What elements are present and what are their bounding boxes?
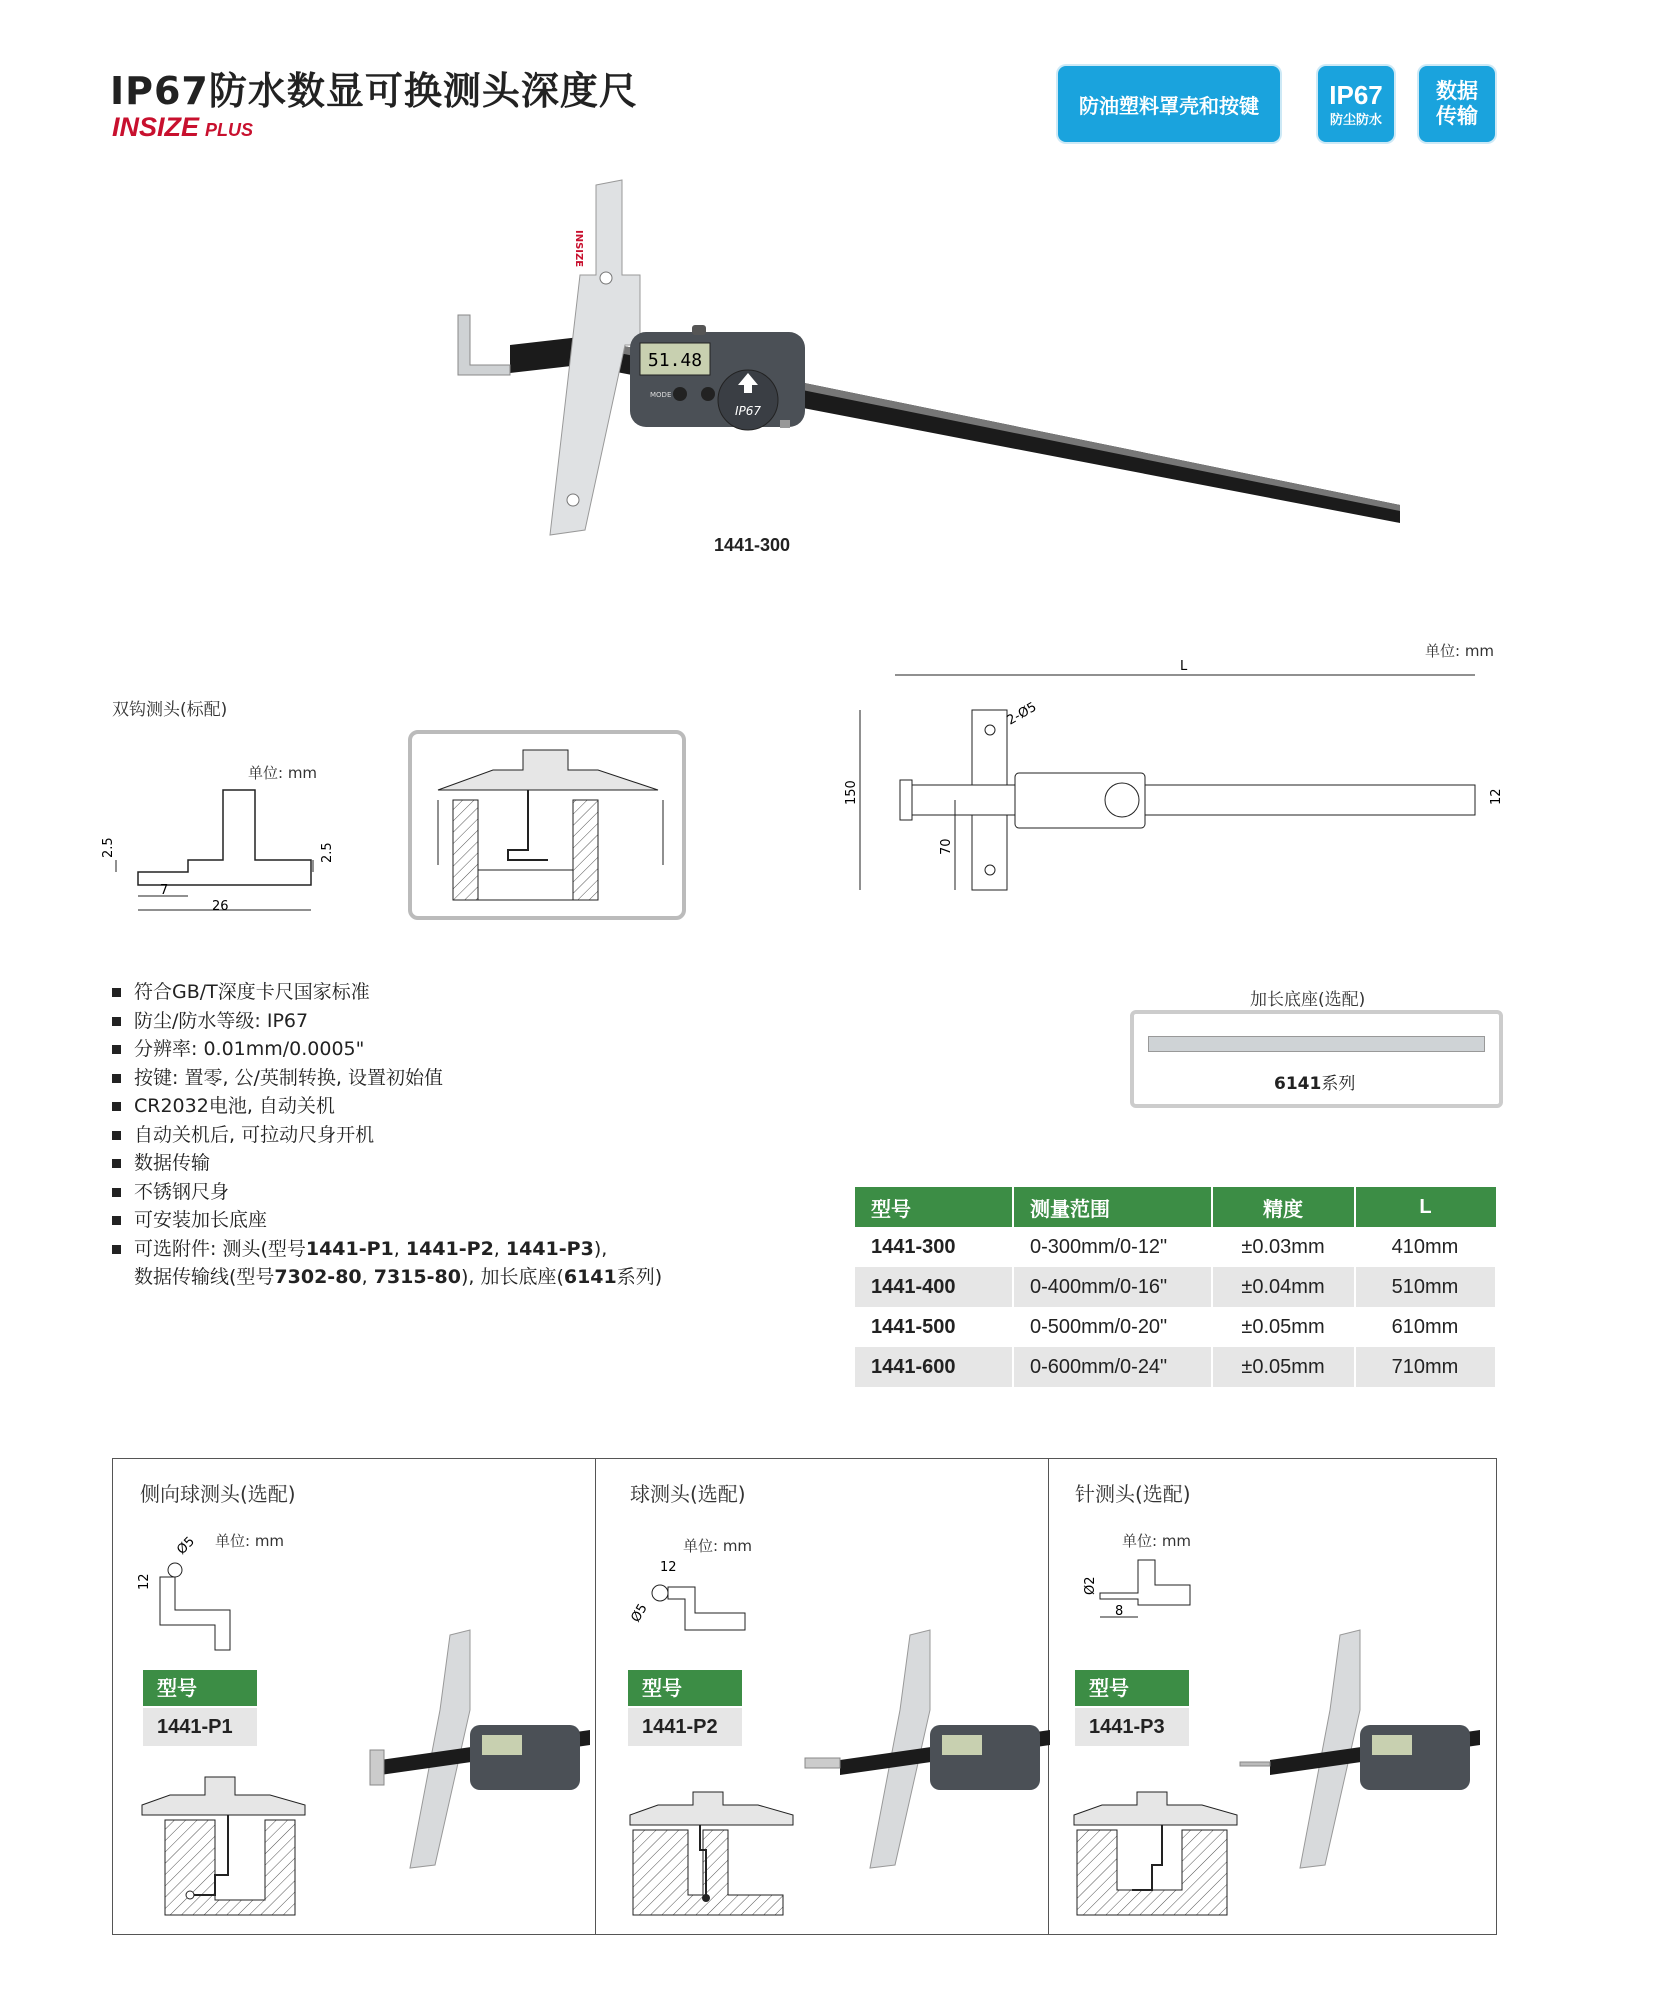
photo-body [470, 1725, 580, 1790]
col-header-accuracy: 精度 [1212, 1187, 1355, 1227]
panel-2-dim-a: 12 [660, 1560, 677, 1575]
dim-12-label: 12 [1489, 788, 1504, 805]
panel-2-dim-b: Ø5 [628, 1601, 651, 1625]
brand-name: INSIZE [112, 112, 200, 142]
panel-1-photo [360, 1630, 590, 1870]
product-hook [458, 315, 510, 375]
brand-plus: PLUS [205, 120, 254, 140]
badge-data-top: 数据 [1436, 79, 1478, 103]
extended-base-caption: 加长底座(选配) [1250, 990, 1366, 1010]
panel-1-model: 1441-P1 [143, 1708, 257, 1746]
panel-2-model: 1441-P2 [628, 1708, 742, 1746]
extended-base-series: 系列 [1321, 1074, 1356, 1094]
panel-2-usage [628, 1790, 798, 1920]
col-header-model: 型号 [855, 1187, 1013, 1227]
dim-d-label: 26 [212, 899, 229, 914]
photo-probe [1240, 1762, 1270, 1766]
cell-length: 410mm [1355, 1227, 1496, 1267]
cell-model: 1441-300 [855, 1227, 1013, 1267]
dim-70-label: 70 [939, 838, 954, 855]
cell-range: 0-600mm/0-24" [1013, 1347, 1212, 1387]
gauge-clip [780, 420, 790, 428]
photo-body [1360, 1725, 1470, 1790]
probe-shape [668, 1587, 745, 1630]
double-hook-unit: 单位: mm [248, 764, 318, 782]
base-hole [567, 494, 579, 506]
panel-2-model-header: 型号 [628, 1670, 742, 1706]
workpiece-right [573, 800, 598, 900]
main-drawing [840, 655, 1520, 955]
feature-item: 防尘/防水等级: IP67 [112, 1007, 662, 1036]
probe-line [1132, 1825, 1162, 1890]
panel-2-photo [800, 1630, 1050, 1870]
col-header-range: 测量范围 [1013, 1187, 1212, 1227]
feature-item: 按键: 置零, 公/英制转换, 设置初始值 [112, 1064, 662, 1093]
badge-ip67-sub: 防尘防水 [1329, 112, 1382, 128]
photo-lcd [1372, 1735, 1412, 1755]
base-brand-mark: INSIZE [573, 230, 584, 268]
specs-table [855, 1187, 1497, 1387]
page-title: IP67防水数显可换测头深度尺 [110, 69, 638, 113]
extended-base-label [1274, 1069, 1355, 1094]
panel-3-usage [1072, 1790, 1242, 1920]
feature-item: 可安装加长底座 [112, 1206, 662, 1235]
mode-button[interactable] [673, 387, 687, 401]
panel-1-title: 侧向球测头(选配) [140, 1482, 296, 1506]
dim-a-label: 2.5 [101, 837, 116, 858]
feature-list [112, 978, 662, 1292]
photo-probe [805, 1758, 840, 1768]
col-header-L: L [1355, 1187, 1496, 1227]
table-row [855, 1267, 1496, 1307]
ball-tip [186, 1891, 194, 1899]
panel-1-unit: 单位: mm [215, 1532, 285, 1550]
onoff-button[interactable] [701, 387, 715, 401]
base-silhouette [142, 1777, 305, 1815]
double-hook-shape [138, 790, 311, 885]
cell-model: 1441-500 [855, 1307, 1013, 1347]
feature-item: 自动关机后, 可拉动尺身开机 [112, 1121, 662, 1150]
extended-base-number: 6141 [1274, 1074, 1322, 1094]
panel-3-model: 1441-P3 [1075, 1708, 1189, 1746]
double-hook-caption: 双钩测头(标配) [112, 700, 228, 720]
base-hole [600, 272, 612, 284]
extended-base-bar [1148, 1036, 1485, 1052]
dim-c-label: 7 [160, 883, 169, 898]
photo-lcd [482, 1735, 522, 1755]
panel-1-probe-drawing [137, 1530, 240, 1650]
panel-divider [595, 1459, 596, 1934]
panel-1-dim-a: Ø5 [174, 1534, 198, 1558]
badge-ip67 [1318, 66, 1394, 142]
workpiece [633, 1830, 783, 1915]
panel-3-photo [1230, 1630, 1480, 1870]
base-silhouette [630, 1792, 793, 1825]
feature-item: 数据传输 [112, 1149, 662, 1178]
panel-3-unit: 单位: mm [1122, 1532, 1192, 1550]
table-row [855, 1227, 1496, 1267]
dim-L-label: L [1180, 659, 1188, 674]
cell-range: 0-400mm/0-16" [1013, 1267, 1212, 1307]
photo-probe [370, 1750, 384, 1785]
cell-accuracy: ±0.03mm [1212, 1227, 1355, 1267]
panel-2-unit: 单位: mm [683, 1537, 753, 1555]
cell-length: 610mm [1355, 1307, 1496, 1347]
panel-3-dim-b: 8 [1115, 1604, 1124, 1619]
badge-oil-proof-text: 防油塑料罩壳和按键 [1079, 93, 1259, 118]
feature-accessories: 可选附件: 测头(型号1441-P1, 1441-P2, 1441-P3), [112, 1235, 662, 1264]
panel-1-model-header: 型号 [143, 1670, 257, 1706]
feature-item: 符合GB/T深度卡尺国家标准 [112, 978, 662, 1007]
holes-label: 2-Ø5 [1004, 699, 1040, 729]
panel-3-model-header: 型号 [1075, 1670, 1189, 1706]
ball-tip [652, 1585, 668, 1601]
mode-label: MODE [650, 391, 672, 399]
drawing-hook [900, 780, 912, 820]
product-image [440, 175, 1460, 555]
photo-lcd [942, 1735, 982, 1755]
cell-range: 0-300mm/0-12" [1013, 1227, 1212, 1267]
lcd-reading: 51.48 [647, 350, 703, 371]
badge-ip67-title: IP67 [1329, 79, 1383, 110]
brand-logo [112, 112, 253, 143]
panel-1-dim-b: 12 [137, 1573, 152, 1590]
badge-oil-proof [1058, 66, 1280, 142]
feature-accessories-cont: 数据传输线(型号7302-80, 7315-80), 加长底座(6141系列) [134, 1266, 663, 1288]
table-row [855, 1307, 1496, 1347]
lock-screw[interactable] [692, 325, 706, 335]
badge-data-output [1419, 66, 1495, 142]
workpiece [165, 1820, 295, 1915]
extended-base-box [1130, 1010, 1503, 1108]
probe-shape [160, 1577, 230, 1650]
panel-3-title: 针测头(选配) [1075, 1482, 1191, 1506]
specs-header-row [855, 1187, 1496, 1227]
panel-3-dim-a: Ø2 [1083, 1576, 1098, 1595]
cell-accuracy: ±0.04mm [1212, 1267, 1355, 1307]
ball-tip [168, 1563, 182, 1577]
feature-item: 分辨率: 0.01mm/0.0005" [112, 1035, 662, 1064]
panel-2-title: 球测头(选配) [630, 1482, 746, 1506]
table-row [855, 1347, 1496, 1387]
cell-range: 0-500mm/0-20" [1013, 1307, 1212, 1347]
panel-1-usage [140, 1775, 310, 1920]
dim-b-label: 2.5 [320, 842, 335, 863]
probe-shape [1100, 1560, 1190, 1605]
dim-150-label: 150 [844, 780, 859, 805]
badge-data-bottom: 传输 [1436, 104, 1478, 128]
panel-2-probe-drawing [620, 1555, 760, 1635]
drawing-wheel [1105, 783, 1139, 817]
cell-model: 1441-400 [855, 1267, 1013, 1307]
cell-length: 710mm [1355, 1347, 1496, 1387]
feature-item: 不锈钢尺身 [112, 1178, 662, 1207]
cell-length: 510mm [1355, 1267, 1496, 1307]
cell-accuracy: ±0.05mm [1212, 1307, 1355, 1347]
double-hook-usage [408, 730, 688, 920]
cell-accuracy: ±0.05mm [1212, 1347, 1355, 1387]
cell-model: 1441-600 [855, 1347, 1013, 1387]
main-drawing-unit: 单位: mm [1425, 642, 1495, 660]
panel-3-probe-drawing [1070, 1555, 1200, 1635]
feature-item: CR2032电池, 自动关机 [112, 1092, 662, 1121]
drawing-beam [900, 785, 1475, 815]
ball-tip [702, 1894, 710, 1902]
double-hook-drawing [101, 780, 335, 920]
product-model-caption: 1441-300 [714, 535, 791, 555]
base-silhouette [1074, 1792, 1237, 1825]
photo-body [930, 1725, 1040, 1790]
workpiece-left [453, 800, 478, 900]
ip67-mark: IP67 [734, 404, 762, 418]
